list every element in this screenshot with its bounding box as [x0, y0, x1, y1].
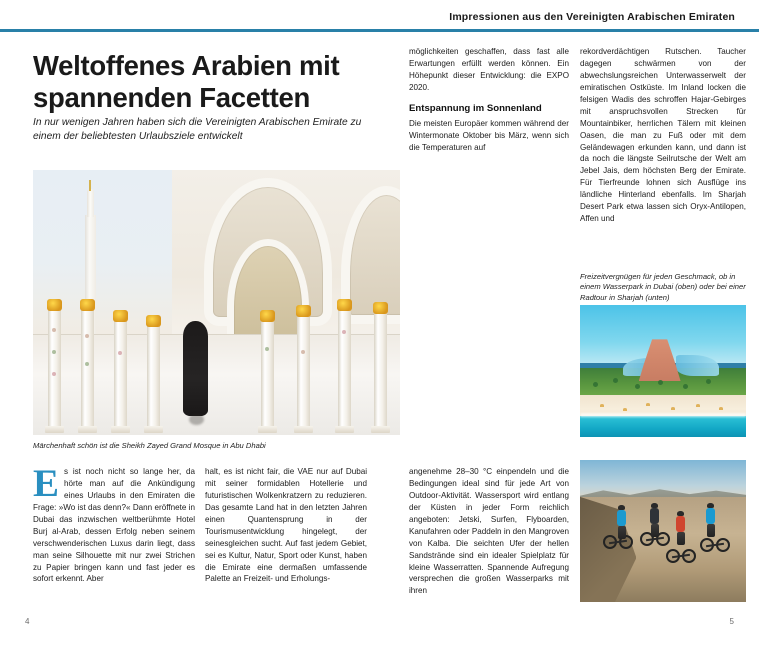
paragraph: halt, es ist nicht fair, die VAE nur auf Dubai mit seiner formidablen Hotellerie und futuristischen Wolkenkratzern zu reduzieren. Das gesamte Land hat in den letzten Jahren einen Quantensprung in der Tourismusentwicklung hingelegt, der seinesgleichen sucht. Auf fast jedem Gebiet, sei es Kultur, Natur, Sport oder Kunst, haben die Emirate eine dermaßen umfassende Palette an Freizeit- und Erholungs- — [205, 467, 367, 584]
section-subhead: Entspannung im Sonnenland — [409, 102, 542, 114]
cyclist — [650, 503, 659, 537]
body-column-top-3 — [580, 46, 746, 225]
column-inlaid — [147, 326, 160, 427]
photo-sheikh-zayed-mosque — [33, 170, 400, 435]
photo-caption-mosque: Märchenhaft schön ist die Sheikh Zayed Grand Mosque in Abu Dhabi — [33, 441, 266, 450]
page-number-right: 5 — [729, 617, 734, 626]
column-inlaid — [81, 310, 94, 427]
paragraph: Die meisten Europäer kommen während der Wintermonate Oktober bis März, wenn sich die Temperaturen auf — [409, 118, 569, 152]
bicycle — [700, 537, 730, 552]
body-column-bottom-1 — [33, 462, 195, 585]
figure-woman-in-abaya — [183, 321, 208, 416]
body-column-bottom-3 — [409, 466, 569, 597]
photo-waterpark-dubai — [580, 305, 746, 437]
column-inlaid — [48, 310, 61, 427]
drop-cap: E — [33, 462, 60, 505]
body-column-bottom-2 — [205, 466, 367, 585]
body-column-top-2 — [409, 46, 569, 154]
column-inlaid — [261, 321, 274, 427]
page-number-left: 4 — [25, 617, 30, 626]
page-title: Weltoffenes Arabien mit spannenden Facetten — [33, 50, 340, 113]
column-inlaid — [297, 316, 310, 427]
column-inlaid — [374, 313, 387, 427]
paragraph: s ist noch nicht so lange her, da hörte man auf die Ankündigung eines Urlaubs in den Emiraten die Frage: »Wo ist das denn?« Dann eröffnete in Dubai das inzwischen weltberühmte Hotel Burj al-Arab, dessen Erfolg neben seinem verschwenderischen Luxus darin liegt, dass man seine Silhouette mit nur zwei Strichen zu Papier bringen kann und fast jeder es sofort erkennt. Aber — [33, 467, 195, 584]
header-rule — [0, 29, 759, 32]
paragraph: möglichkeiten geschaffen, dass fast alle Erwartungen erfüllt werden können. Ein Höhepunkt dieser Entwicklung: die EXPO 2020. — [409, 47, 569, 92]
column-inlaid — [338, 310, 351, 427]
cyclist — [676, 511, 685, 545]
cyclist — [617, 505, 626, 539]
paragraph: angenehme 28–30 °C einpendeln und die Bedingungen ideal sind für jede Art von Outdoor-Aktivität. Wassersport wird entlang der Küsten in jeder Form reichlich angeboten: Jetski, Surfen, Flyboarden, Kanufahren oder Paddeln in den Mangroven von Kalba. Die seichten Ufer der hellen Sandstrände sind ein idealer Spielplatz für kleine Wasserratten. Spannende Aufregung versprechen die großen Wasserparks mit ihren — [409, 467, 569, 596]
photo-caption-right: Freizeitvergnügen für jeden Geschmack, ob in einem Wasserpark in Dubai (oben) oder bei einer Radtour in Sharjah (unten) — [580, 272, 746, 302]
standfirst: In nur wenigen Jahren haben sich die Vereinigten Arabischen Emirate zu einem der beliebtesten Urlaubsziele entwickelt — [33, 117, 362, 143]
cyclist — [706, 503, 715, 537]
lagoon-water — [580, 416, 746, 437]
column-inlaid — [114, 321, 127, 427]
paragraph: rekordverdächtigen Rutschen. Taucher dagegen schwärmen von der abwechslungsreichen Unterwasserwelt der emiratischen Ostküste. Im Inland locken die felsigen Wadis des schroffen Hajar-Gebirges mit anspruchsvollen Strecken für Mountainbiker, herrlichen Tälern mit kleinen Oasen, die man zu Fuß oder mit dem Geländewagen erkunden kann, und dann ist da noch die längste Seilrutsche der Welt am Jebel Jais, dem höchsten Berg der Emirate. Für Tierfreunde lohnen sich Ausflüge ins ländliche Hinterland ebenfalls. Im Sharjah Desert Park etwa lassen sich Oryx-Antilopen, Affen und — [580, 47, 746, 224]
bicycle — [666, 548, 696, 563]
photo-mountain-bikers-sharjah — [580, 460, 746, 602]
running-head: Impressionen aus den Vereinigten Arabischen Emiraten — [449, 11, 735, 23]
